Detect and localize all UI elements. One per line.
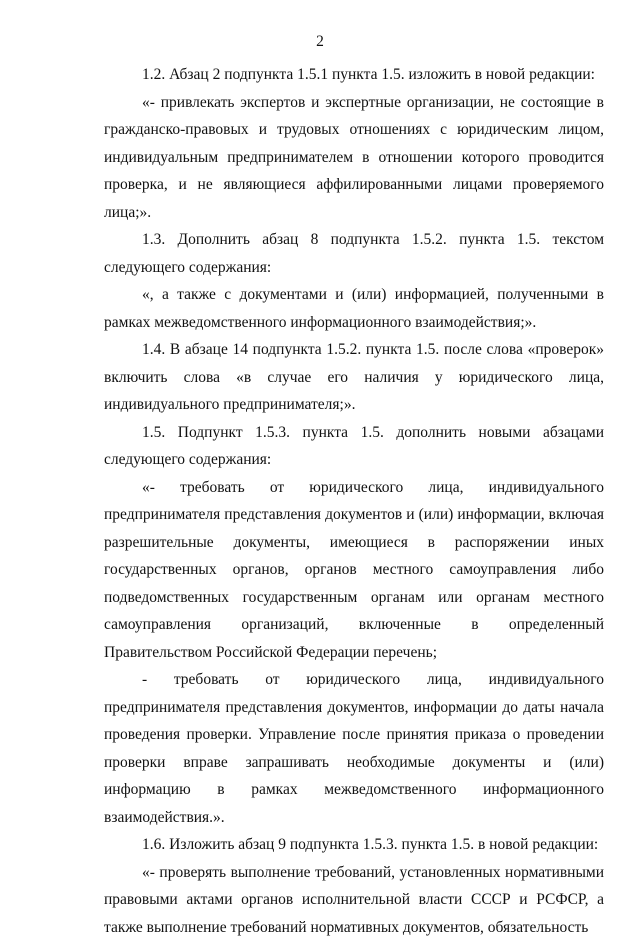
paragraph-1-4: 1.4. В абзаце 14 подпункта 1.5.2. пункта 1.5. после слова «проверок» включить слова «в случае его наличия у юридического лица, индивидуального предпринимателя;». xyxy=(104,336,604,419)
paragraph-1-5-text-b: - требовать от юридического лица, индивидуального предпринимателя представления документов, информации до даты начала проведения проверки. Управление после принятия приказа о проведении проверки вправе запрашивать необходимые документы и (или) информацию в рамках межведомственного информационного взаимодействия.». xyxy=(104,666,604,831)
paragraph-1-5-text-a: «- требовать от юридического лица, индивидуального предпринимателя представления документов и (или) информации, включая разрешительные документы, имеющиеся в распоряжении иных государственных органов, органов местного самоуправления либо подведомственных государственным органам или органам местного самоуправления организаций, включенные в определенный Правительством Российской Федерации перечень; xyxy=(104,474,604,667)
paragraph-1-2-text: «- привлекать экспертов и экспертные организации, не состоящие в гражданско-правовых и трудовых отношениях с юридическим лицом, индивидуальным предпринимателем в отношении которого проводится проверка, и не являющиеся аффилированными лицами проверяемого лица;». xyxy=(104,89,604,227)
paragraph-1-3: 1.3. Дополнить абзац 8 подпункта 1.5.2. пункта 1.5. текстом следующего содержания: xyxy=(104,226,604,281)
page-number: 2 xyxy=(0,33,640,51)
paragraph-1-5: 1.5. Подпункт 1.5.3. пункта 1.5. дополнить новыми абзацами следующего содержания: xyxy=(104,419,604,474)
paragraph-1-6: 1.6. Изложить абзац 9 подпункта 1.5.3. пункта 1.5. в новой редакции: xyxy=(104,831,604,859)
paragraph-1-6-text: «- проверять выполнение требований, установленных нормативными правовыми актами органов исполнительной власти СССР и РСФСР, а также выполнение требований нормативных документов, обязательность xyxy=(104,859,604,941)
paragraph-1-2: 1.2. Абзац 2 подпункта 1.5.1 пункта 1.5. изложить в новой редакции: xyxy=(104,61,604,89)
document-body xyxy=(104,61,604,941)
paragraph-1-3-text: «, а также с документами и (или) информацией, полученными в рамках межведомственного информационного взаимодействия;». xyxy=(104,281,604,336)
